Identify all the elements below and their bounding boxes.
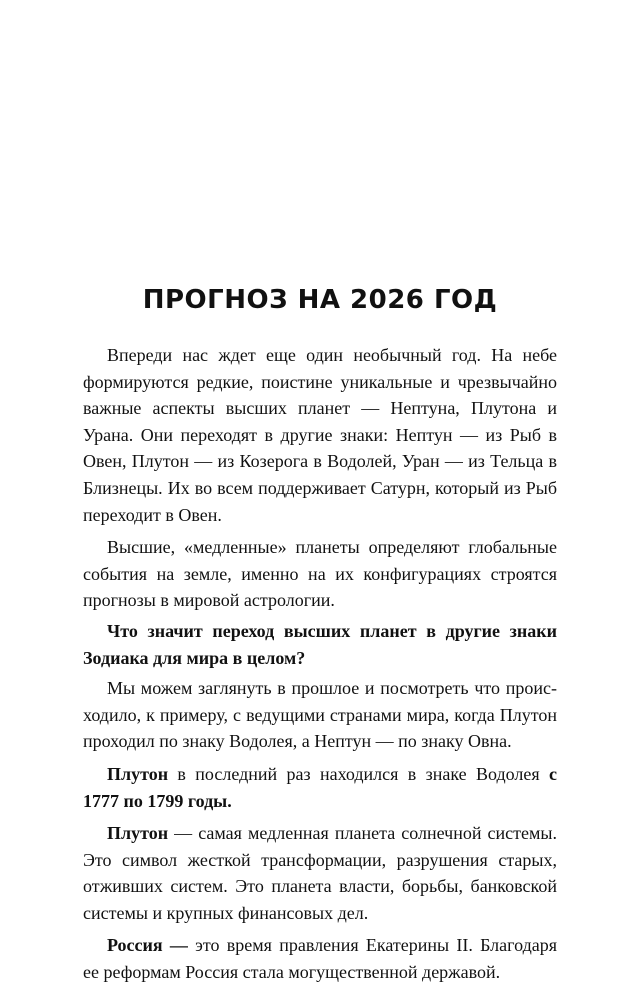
paragraph-slow-planets xyxy=(83,534,557,614)
paragraph-intro xyxy=(83,342,557,528)
paragraph-text: в последний раз находился в знаке Водолея xyxy=(168,763,549,784)
paragraph-text: это время правления Екатерины II. Благодаря ее реформам Россия стала могущественной державой. xyxy=(83,935,557,983)
chapter-title: ПРОГНОЗ НА 2026 ГОД xyxy=(142,285,498,315)
planet-name-pluto: Плутон xyxy=(107,823,169,844)
date-range: с 1777 по 1799 годы. xyxy=(83,763,557,811)
planet-name-pluto: Плутон xyxy=(107,763,169,784)
paragraph-text: Высшие, «медленные» планеты определяют глобальные события на земле, именно на их конфигурациях строятся прогнозы в мировой астрологии. xyxy=(83,537,557,611)
paragraph-history xyxy=(83,675,557,755)
paragraph-pluto-aquarius xyxy=(83,761,557,814)
chapter-body xyxy=(83,342,557,992)
question-text: Что значит переход высших планет в другие знаки Зодиака для мира в целом? xyxy=(83,620,557,668)
paragraph-russia xyxy=(83,932,557,985)
paragraph-text: Впереди нас ждет еще один необычный год. На небе формируются редкие, поистине уникальные и чрезвычайно важные аспекты высших планет — Нептуна, Плутона и Урана. Они переходят в другие знаки: Нептун — из Рыб в Овен, Плутон — из Козерога в Водолей, Уран — из Тельца в Близнецы. Их во всем поддерживает Сатурн, который из Рыб переходит в Овен. xyxy=(83,345,557,525)
country-name-russia: Россия — xyxy=(107,935,188,956)
paragraph-pluto-description xyxy=(83,820,557,926)
paragraph-text: — самая медленная планета солнечной системы. Это символ жесткой трансформации, разрушения старых, отживших систем. Это планета власти, борьбы, банковской системы и крупных финансовых дел. xyxy=(83,823,557,923)
paragraph-question xyxy=(83,618,557,671)
paragraph-text: Мы можем заглянуть в прошлое и посмотреть что происходило, к примеру, с ведущими странами мира, когда Плутон проходил по знаку Водолея, а Нептун — по знаку Овна. xyxy=(83,678,557,752)
